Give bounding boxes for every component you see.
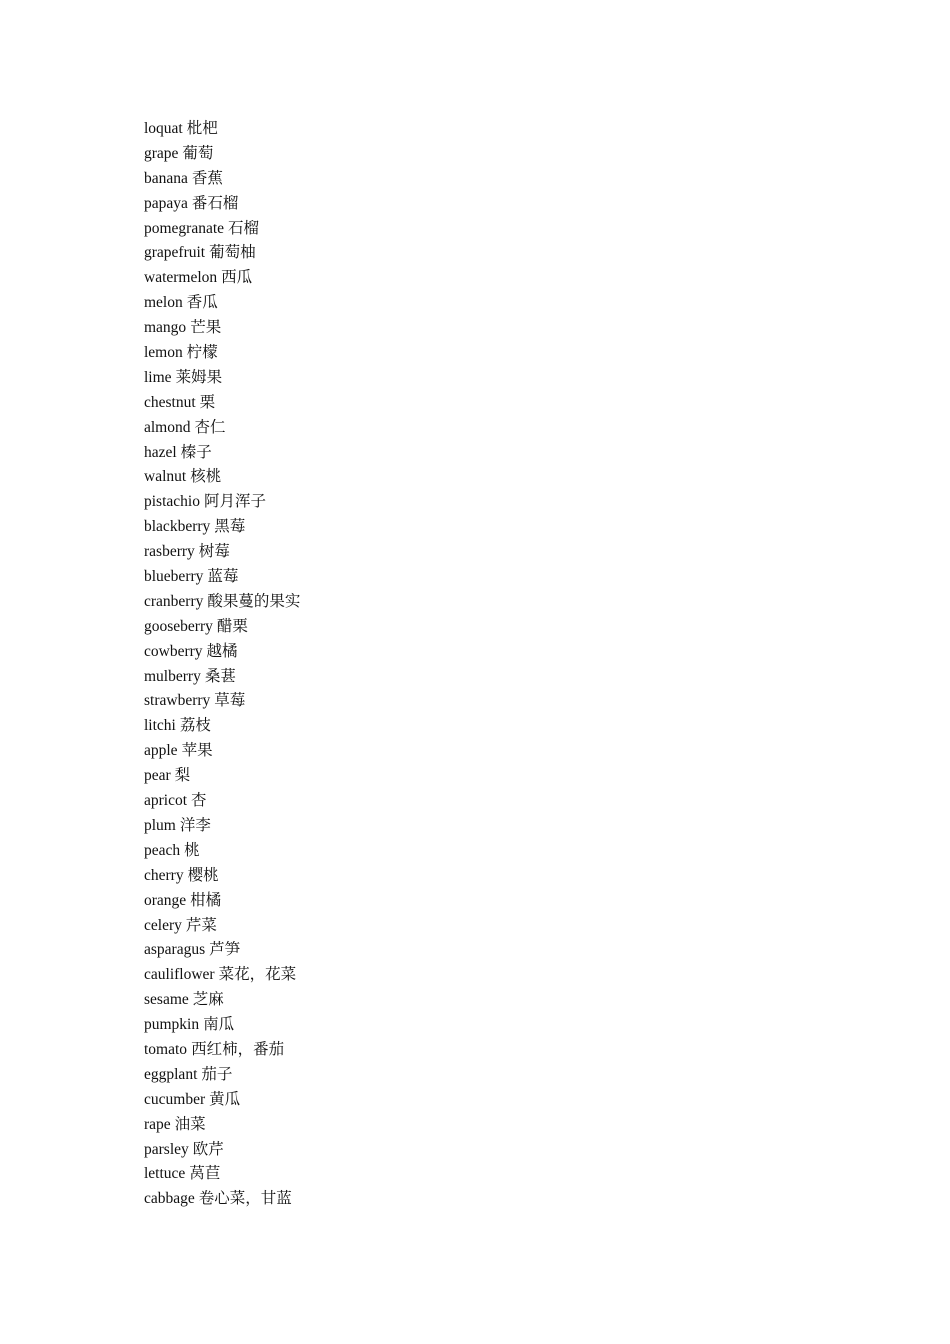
english-word: mango bbox=[144, 319, 187, 337]
chinese-translation: 柑橘 bbox=[190, 891, 222, 909]
chinese-translation: 葡萄柚 bbox=[209, 244, 256, 262]
list-item bbox=[144, 689, 300, 714]
chinese-translation: 越橘 bbox=[206, 642, 238, 660]
chinese-translation: 油菜 bbox=[174, 1115, 206, 1133]
list-item bbox=[144, 1113, 300, 1138]
chinese-translation: 番石榴 bbox=[191, 194, 239, 212]
list-item bbox=[144, 1088, 300, 1113]
chinese-translation: 阿月浑子 bbox=[203, 493, 266, 511]
english-word: cowberry bbox=[144, 642, 203, 660]
chinese-translation: 核桃 bbox=[190, 468, 222, 486]
chinese-translation: 西瓜 bbox=[221, 269, 253, 287]
list-item bbox=[144, 565, 300, 590]
english-word: grape bbox=[144, 144, 179, 162]
english-word: plum bbox=[144, 816, 176, 834]
english-word: walnut bbox=[144, 468, 187, 486]
chinese-translation: 欧芹 bbox=[192, 1140, 224, 1158]
english-word: strawberry bbox=[144, 692, 211, 710]
chinese-translation: 黑莓 bbox=[214, 518, 246, 536]
list-item bbox=[144, 739, 300, 764]
list-item bbox=[144, 814, 300, 839]
chinese-translation: 南瓜 bbox=[203, 1016, 235, 1034]
chinese-translation: 芹菜 bbox=[185, 916, 217, 934]
chinese-translation: 杏仁 bbox=[194, 418, 226, 436]
english-word: pear bbox=[144, 767, 171, 785]
english-word: mulberry bbox=[144, 667, 201, 685]
chinese-translation: 洋李 bbox=[179, 816, 211, 834]
list-item bbox=[144, 341, 300, 366]
list-item bbox=[144, 839, 300, 864]
english-word: blackberry bbox=[144, 518, 211, 536]
english-word: eggplant bbox=[144, 1065, 198, 1083]
list-item bbox=[144, 465, 300, 490]
list-item bbox=[144, 889, 300, 914]
english-word: asparagus bbox=[144, 941, 206, 959]
english-word: peach bbox=[144, 841, 181, 859]
list-item bbox=[144, 366, 300, 391]
chinese-translation: 菜花，花菜 bbox=[218, 966, 297, 984]
english-word: apricot bbox=[144, 792, 188, 810]
chinese-translation: 酸果蔓的果实 bbox=[207, 592, 301, 610]
english-word: melon bbox=[144, 294, 183, 312]
english-word: apple bbox=[144, 742, 178, 760]
list-item bbox=[144, 540, 300, 565]
list-item bbox=[144, 490, 300, 515]
english-word: lettuce bbox=[144, 1165, 186, 1183]
chinese-translation: 芝麻 bbox=[192, 991, 224, 1009]
english-word: pomegranate bbox=[144, 219, 225, 237]
english-word: cabbage bbox=[144, 1190, 195, 1208]
chinese-translation: 西红柿，番茄 bbox=[191, 1040, 285, 1058]
chinese-translation: 醋栗 bbox=[216, 617, 248, 635]
chinese-translation: 杏 bbox=[191, 792, 207, 810]
chinese-translation: 枇杷 bbox=[186, 120, 218, 137]
chinese-translation: 芦笋 bbox=[209, 941, 241, 959]
list-item bbox=[144, 1038, 300, 1063]
chinese-translation: 莴苣 bbox=[189, 1165, 221, 1183]
english-word: celery bbox=[144, 916, 182, 934]
list-item bbox=[144, 241, 300, 266]
list-item bbox=[144, 391, 300, 416]
chinese-translation: 樱桃 bbox=[187, 866, 219, 884]
list-item bbox=[144, 1187, 300, 1212]
english-word: loquat bbox=[144, 120, 183, 137]
chinese-translation: 芒果 bbox=[190, 319, 222, 337]
english-word: chestnut bbox=[144, 393, 196, 411]
english-word: cucumber bbox=[144, 1090, 206, 1108]
english-word: banana bbox=[144, 169, 188, 187]
list-item bbox=[144, 142, 300, 167]
chinese-translation: 桃 bbox=[184, 841, 200, 859]
chinese-translation: 黄瓜 bbox=[209, 1090, 241, 1108]
list-item bbox=[144, 963, 300, 988]
chinese-translation: 卷心菜，甘蓝 bbox=[198, 1190, 292, 1208]
list-item bbox=[144, 291, 300, 316]
chinese-translation: 苹果 bbox=[181, 742, 213, 760]
list-item bbox=[144, 938, 300, 963]
list-item bbox=[144, 266, 300, 291]
list-item bbox=[144, 117, 300, 142]
list-item bbox=[144, 192, 300, 217]
english-word: hazel bbox=[144, 443, 177, 461]
english-word: cherry bbox=[144, 866, 184, 884]
english-word: lime bbox=[144, 368, 172, 386]
chinese-translation: 梨 bbox=[174, 767, 191, 785]
english-word: cranberry bbox=[144, 592, 204, 610]
english-word: sesame bbox=[144, 991, 189, 1009]
chinese-translation: 香蕉 bbox=[191, 169, 223, 187]
list-item bbox=[144, 1013, 300, 1038]
english-word: parsley bbox=[144, 1140, 189, 1158]
list-item bbox=[144, 615, 300, 640]
list-item bbox=[144, 217, 300, 242]
chinese-translation: 茄子 bbox=[201, 1065, 233, 1083]
english-word: pumpkin bbox=[144, 1016, 200, 1034]
chinese-translation: 蓝莓 bbox=[207, 568, 239, 586]
list-item bbox=[144, 590, 300, 615]
chinese-translation: 榛子 bbox=[180, 443, 212, 461]
list-item bbox=[144, 515, 300, 540]
list-item bbox=[144, 665, 300, 690]
chinese-translation: 荔枝 bbox=[179, 717, 211, 735]
english-word: lemon bbox=[144, 344, 183, 362]
english-word: litchi bbox=[144, 717, 176, 735]
english-word: gooseberry bbox=[144, 617, 213, 635]
english-word: rasberry bbox=[144, 543, 195, 561]
chinese-translation: 桑葚 bbox=[204, 667, 236, 685]
list-item bbox=[144, 1162, 300, 1187]
list-item bbox=[144, 1138, 300, 1163]
list-item bbox=[144, 988, 300, 1013]
list-item bbox=[144, 441, 300, 466]
list-item bbox=[144, 416, 300, 441]
vocabulary-list bbox=[144, 117, 300, 1212]
chinese-translation: 栗 bbox=[199, 393, 216, 411]
english-word: papaya bbox=[144, 194, 188, 212]
chinese-translation: 葡萄 bbox=[182, 144, 214, 162]
english-word: orange bbox=[144, 891, 187, 909]
chinese-translation: 草莓 bbox=[214, 692, 246, 710]
list-item bbox=[144, 789, 300, 814]
list-item bbox=[144, 167, 300, 192]
english-word: pistachio bbox=[144, 493, 200, 511]
list-item bbox=[144, 1063, 300, 1088]
english-word: watermelon bbox=[144, 269, 218, 287]
english-word: rape bbox=[144, 1115, 171, 1133]
list-item bbox=[144, 316, 300, 341]
list-item bbox=[144, 764, 300, 789]
list-item bbox=[144, 864, 300, 889]
list-item bbox=[144, 640, 300, 665]
english-word: cauliflower bbox=[144, 966, 215, 984]
chinese-translation: 莱姆果 bbox=[175, 368, 223, 386]
english-word: almond bbox=[144, 418, 191, 436]
chinese-translation: 柠檬 bbox=[186, 344, 218, 362]
chinese-translation: 树莓 bbox=[198, 543, 230, 561]
list-item bbox=[144, 714, 300, 739]
english-word: tomato bbox=[144, 1040, 188, 1058]
list-item bbox=[144, 914, 300, 939]
english-word: grapefruit bbox=[144, 244, 206, 262]
english-word: blueberry bbox=[144, 568, 204, 586]
chinese-translation: 石榴 bbox=[228, 219, 260, 237]
chinese-translation: 香瓜 bbox=[186, 294, 218, 312]
